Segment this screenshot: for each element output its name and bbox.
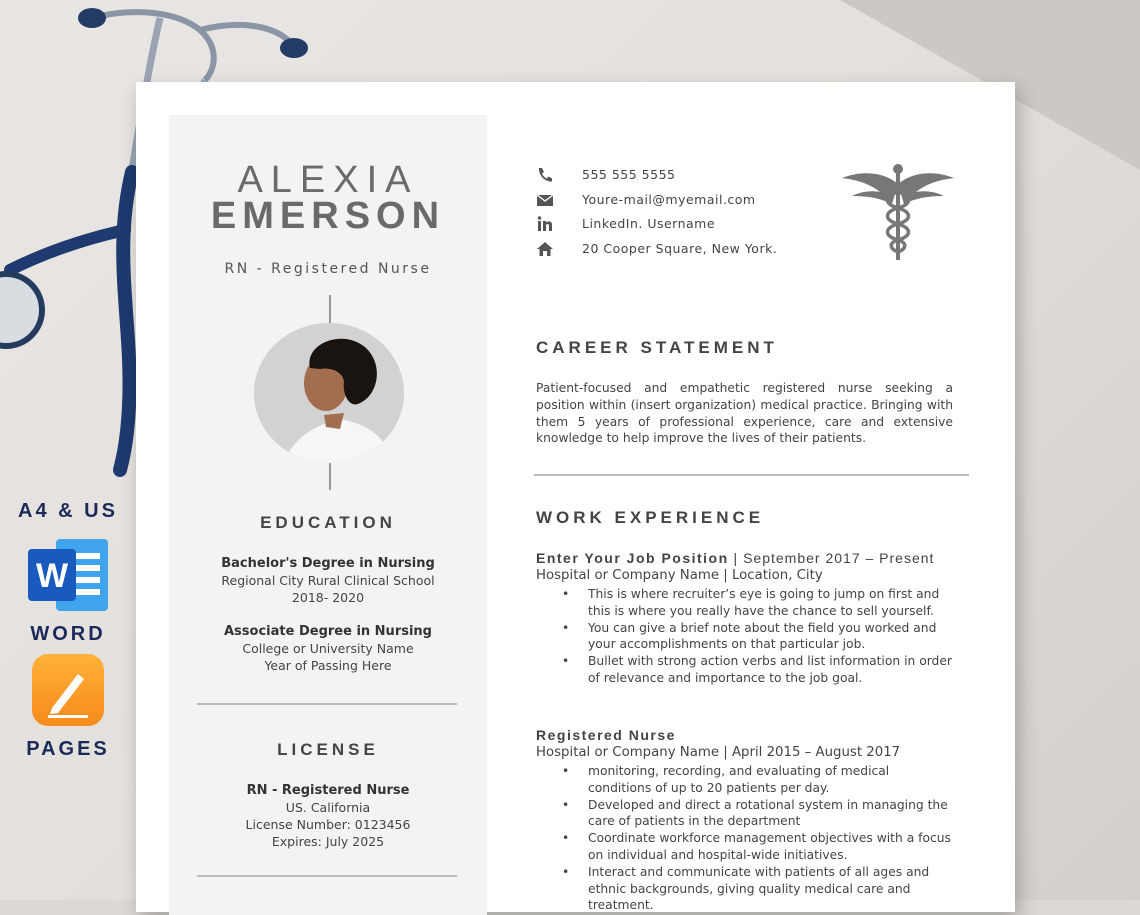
license-number: License Number: 0123456 <box>245 817 411 832</box>
job-entry <box>536 727 953 914</box>
last-name: EMERSON <box>210 195 446 237</box>
job-bullet: • You can give a brief note about the field you worked and your accomplishments on that particular job. <box>588 620 953 654</box>
job-bullet: • monitoring, recording, and evaluating of medical conditions of up to 20 patients per day. <box>588 763 953 797</box>
job-bullet: • Interact and communicate with patients of all ages and ethnic backgrounds, giving quality medical care and treatment. <box>588 864 953 914</box>
linkedin-icon <box>536 215 554 233</box>
profile-photo <box>254 323 404 463</box>
education-title: EDUCATION <box>260 513 396 532</box>
job-position-line <box>536 550 953 566</box>
job-bullet: • This is where recruiter’s eye is going to jump on first and this is where you really have the chance to sell yourself. <box>588 586 953 620</box>
divider <box>197 875 457 877</box>
linkedin-text: LinkedIn. Username <box>582 216 716 231</box>
job-period: | September 2017 – Present <box>728 550 935 566</box>
job-bullet: • Bullet with strong action verbs and list information in order of relevance and importance to the job goal. <box>588 653 953 687</box>
resume-left-column <box>169 115 487 915</box>
license-expiry: Expires: July 2025 <box>271 834 385 849</box>
caduceus-icon <box>840 162 956 262</box>
education-school: Regional City Rural Clinical School <box>221 573 435 588</box>
pages-label: PAGES <box>26 738 110 760</box>
job-bullet: • Coordinate workforce management objectives with a focus on individual and hospital-wide initiatives. <box>588 830 953 864</box>
license-block <box>169 782 487 850</box>
job-bullet: • Developed and direct a rotational system in managing the care of patients in the department <box>588 797 953 831</box>
license-title: LICENSE <box>277 740 379 759</box>
job-bullets <box>536 763 953 914</box>
svg-text:W: W <box>35 557 69 595</box>
resume-page <box>136 82 1015 912</box>
education-years: 2018- 2020 <box>291 590 365 605</box>
format-promo <box>0 500 136 761</box>
education-degree: Bachelor's Degree in Nursing <box>221 556 435 571</box>
job-position-line <box>536 727 953 743</box>
license-name: RN - Registered Nurse <box>246 783 410 798</box>
word-label: WORD <box>30 623 106 645</box>
license-location: US. California <box>285 800 371 815</box>
first-name: ALEXIA <box>237 159 419 201</box>
format-label: A4 & US <box>18 500 118 522</box>
mail-icon <box>536 191 554 209</box>
job-bullets <box>536 586 953 687</box>
education-degree: Associate Degree in Nursing <box>224 624 432 639</box>
job-company: Hospital or Company Name | Location, City <box>536 568 823 583</box>
education-school: College or University Name <box>242 641 414 656</box>
role-title: RN - Registered Nurse <box>224 261 432 277</box>
microsoft-word-icon <box>26 533 110 617</box>
home-icon <box>536 240 554 258</box>
email-text: Youre-mail@myemail.com <box>582 191 756 207</box>
divider <box>197 703 457 705</box>
phone-text: 555 555 5555 <box>582 167 676 182</box>
job-position: Registered Nurse <box>536 727 676 743</box>
photo-line-bottom <box>329 463 331 490</box>
photo-line-top <box>329 295 331 323</box>
education-years: Year of Passing Here <box>264 658 392 673</box>
job-company: Hospital or Company Name | April 2015 – August 2017 <box>536 745 901 760</box>
career-statement-text: Patient-focused and empathetic registered nurse seeking a position within (insert organization) medical practice. Bringing with them 5 years of professional experience, care and extensive knowledge to help improve the lives of their patients. <box>536 381 953 446</box>
job-position: Enter Your Job Position <box>536 550 729 566</box>
divider <box>534 474 969 476</box>
education-item <box>169 623 487 674</box>
work-experience-title: WORK EXPERIENCE <box>536 508 765 527</box>
apple-pages-icon <box>30 652 106 728</box>
phone-icon <box>536 166 554 184</box>
education-item <box>169 555 487 606</box>
address-text: 20 Cooper Square, New York. <box>582 240 778 256</box>
job-entry <box>536 550 953 687</box>
career-statement-title: CAREER STATEMENT <box>536 338 778 357</box>
